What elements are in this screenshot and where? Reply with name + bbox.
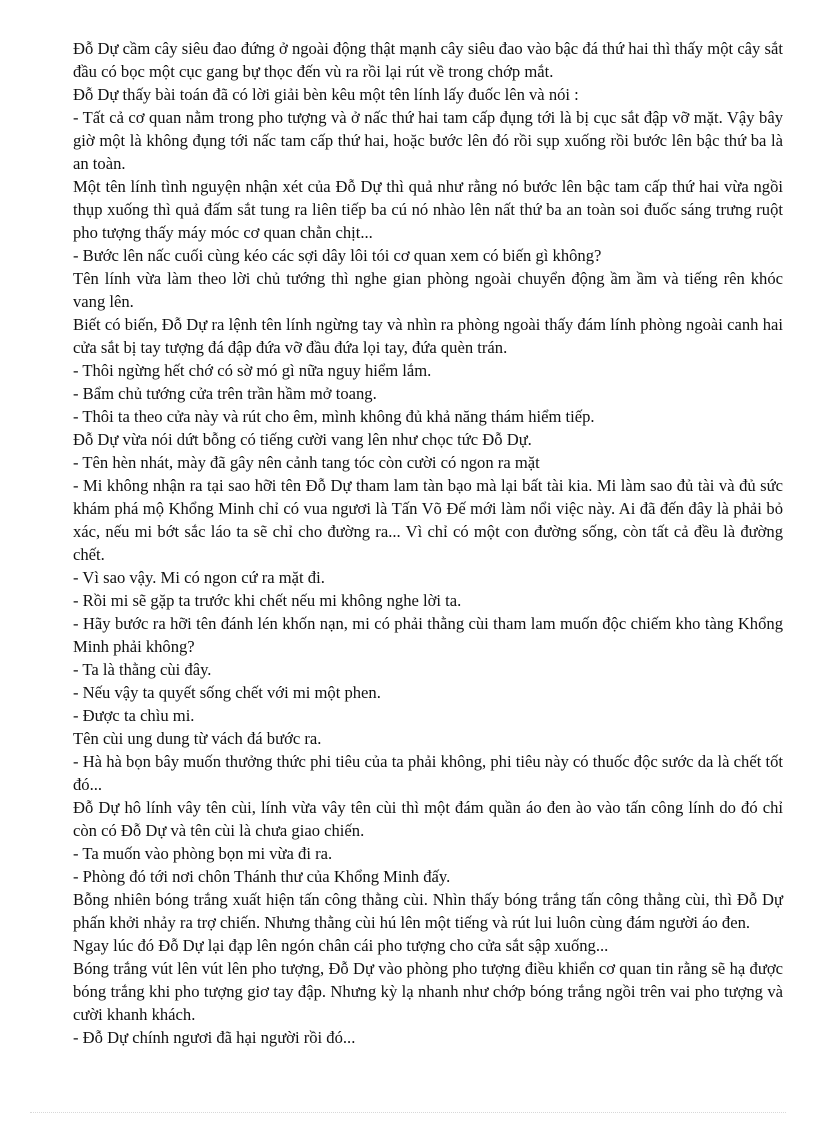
paragraph: Bóng trắng vút lên vút lên pho tượng, Đỗ Dự vào phòng pho tượng điều khiển cơ quan tin rằng sẽ hạ được bóng trắng khi pho tượng giơ tay đập. Nhưng kỳ lạ nhanh như chớp bóng trắng ngồi trên vai pho tượng và cười khanh khách. bbox=[73, 959, 783, 1024]
paragraph: - Bước lên nấc cuối cùng kéo các sợi dây lôi tói cơ quan xem có biến gì không? bbox=[73, 246, 602, 265]
paragraph: Bỗng nhiên bóng trắng xuất hiện tấn công thằng cùi. Nhìn thấy bóng trắng tấn công thằng cùi, thì Đỗ Dự phấn khởi nhảy ra trợ chiến. Nhưng thằng cùi hú lên một tiếng và rút lui luôn cùng đám người áo đen. bbox=[73, 890, 783, 932]
paragraph: Một tên lính tình nguyện nhận xét của Đỗ Dự thì quả như rằng nó bước lên bậc tam cấp thứ hai vừa ngồi thụp xuống thì quả đấm sắt tung ra liên tiếp ba cú nó nhào lên nất thứ ba an toàn soi đuốc sáng trưng ruột pho tượng thấy máy móc cơ quan chằn chịt... bbox=[73, 177, 783, 242]
paragraph: - Rồi mi sẽ gặp ta trước khi chết nếu mi không nghe lời ta. bbox=[73, 591, 462, 610]
story-text bbox=[73, 37, 783, 1049]
paragraph: - Được ta chìu mi. bbox=[73, 706, 195, 725]
paragraph: - Thôi ngừng hết chớ có sờ mó gì nữa nguy hiểm lắm. bbox=[73, 361, 432, 380]
paragraph: - Thôi ta theo cửa này và rút cho êm, mình không đủ khả năng thám hiểm tiếp. bbox=[73, 407, 595, 426]
paragraph: - Ta là thằng cùi đây. bbox=[73, 660, 212, 679]
paragraph: Ngay lúc đó Đỗ Dự lại đạp lên ngón chân cái pho tượng cho cửa sắt sập xuống... bbox=[73, 936, 609, 955]
paragraph: Tên lính vừa làm theo lời chủ tướng thì nghe gian phòng ngoài chuyển động ầm ầm và tiếng rên khóc vang lên. bbox=[73, 269, 783, 311]
paragraph: - Nếu vậy ta quyết sống chết với mi một phen. bbox=[73, 683, 381, 702]
paragraph: Đỗ Dự hô lính vây tên cùi, lính vừa vây tên cùi thì một đám quần áo đen ào vào tấn công lính do đó chỉ còn có Đỗ Dự và tên cùi là chưa giao chiến. bbox=[73, 798, 783, 840]
paragraph: - Hãy bước ra hỡi tên đánh lén khốn nạn, mi có phải thằng cùi tham lam muốn độc chiếm kho tàng Khổng Minh phải không? bbox=[73, 614, 783, 656]
paragraph: - Tất cả cơ quan nằm trong pho tượng và ở nấc thứ hai tam cấp đụng tới là bị cục sắt đập vỡ mặt. Vậy bây giờ một là không đụng tới nấc tam cấp thứ hai, hoặc bước lên đó rồi sụp xuống rồi bước lên bậc thứ ba là an toàn. bbox=[73, 108, 783, 173]
paragraph: Đỗ Dự cầm cây siêu đao đứng ở ngoài động thật mạnh cây siêu đao vào bậc đá thứ hai thì thấy một cây sắt đầu có bọc một cục gang bự thọc đến vù ra rồi lại rút về trong chớp mắt. bbox=[73, 39, 783, 81]
paragraph: Đỗ Dự thấy bài toán đã có lời giải bèn kêu một tên lính lấy đuốc lên và nói : bbox=[73, 85, 579, 104]
paragraph: Biết có biến, Đỗ Dự ra lệnh tên lính ngừng tay và nhìn ra phòng ngoài thấy đám lính phòng ngoài canh hai cửa sắt bị tay tượng đá đập đứa vỡ đầu đứa lọi tay, đứa quèn trán. bbox=[73, 315, 783, 357]
paragraph: - Phòng đó tới nơi chôn Thánh thư của Khổng Minh đấy. bbox=[73, 867, 451, 886]
paragraph: - Bẩm chủ tướng cửa trên trần hầm mở toang. bbox=[73, 384, 377, 403]
paragraph: - Ta muốn vào phòng bọn mi vừa đi ra. bbox=[73, 844, 333, 863]
paragraph: Tên cùi ung dung từ vách đá bước ra. bbox=[73, 729, 322, 748]
paragraph: - Vì sao vậy. Mi có ngon cứ ra mặt đi. bbox=[73, 568, 325, 587]
paragraph: - Tên hèn nhát, mày đã gây nên cảnh tang tóc còn cười có ngon ra mặt bbox=[73, 453, 540, 472]
page-bottom-rule bbox=[30, 1112, 786, 1113]
paragraph: - Đỗ Dự chính ngươi đã hại người rồi đó... bbox=[73, 1028, 356, 1047]
paragraph: - Mi không nhận ra tại sao hỡi tên Đỗ Dự tham lam tàn bạo mà lại bất tài kia. Mi làm sao đủ tài và đủ sức khám phá mộ Khổng Minh chỉ có vua ngươi là Tấn Võ Đế mới làm nổi việc này. Ai đã đến đây là phải bỏ xác, nếu mi bớt sắc láo ta sẽ chỉ cho đường ra... Vì chỉ có một con đường sống, còn tất cả đều là đường chết. bbox=[73, 476, 783, 564]
paragraph: - Hà hà bọn bây muốn thưởng thức phi tiêu của ta phải không, phi tiêu này có thuốc độc sước da là chết tốt đó... bbox=[73, 752, 783, 794]
paragraph: Đỗ Dự vừa nói dứt bỗng có tiếng cười vang lên như chọc tức Đỗ Dự. bbox=[73, 430, 532, 449]
